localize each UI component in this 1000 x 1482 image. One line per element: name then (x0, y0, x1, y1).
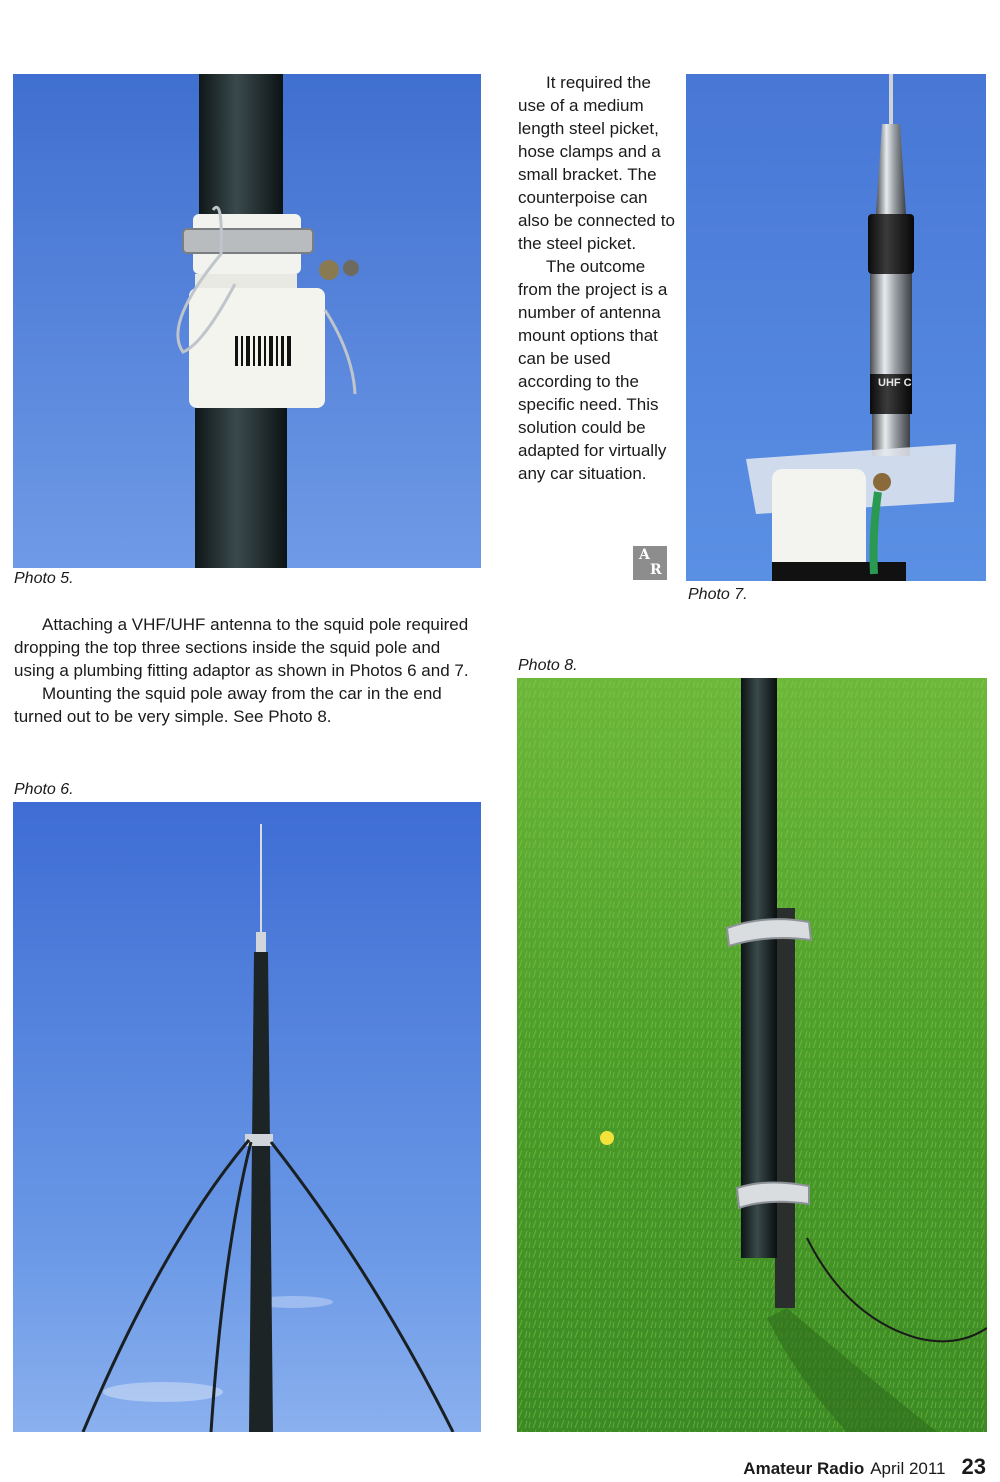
photo-8 (517, 678, 987, 1432)
ar-logo-letter-r: R (650, 562, 662, 578)
left-paragraph-1: Attaching a VHF/UHF antenna to the squid pole required dropping the top three sections inside the squid pole and using a plumbing fitting adaptor as shown in Photos 6 and 7. (14, 615, 469, 680)
footer-magazine-name: Amateur Radio (743, 1459, 865, 1478)
left-column-text (14, 613, 476, 728)
photo-6-caption: Photo 6. (14, 781, 74, 798)
photo-8-caption: Photo 8. (518, 657, 578, 674)
ar-logo-letter-a: A (639, 547, 650, 563)
footer-issue-date: April 2011 (870, 1459, 946, 1478)
photo-7-antenna-label: UHF C (878, 377, 912, 389)
right-column-text (518, 71, 676, 485)
photo-8-image (517, 678, 987, 1432)
footer-page-number: 23 (961, 1454, 986, 1479)
photo-6 (13, 802, 481, 1432)
right-paragraph-1: It required the use of a medium length steel picket, hose clamps and a small bracket. The counterpoise can also be connected to the steel picket. (518, 73, 675, 253)
photo-7-image (686, 74, 986, 581)
photo-7-caption: Photo 7. (688, 586, 748, 603)
photo-5 (13, 74, 481, 568)
ar-logo (633, 546, 667, 580)
right-paragraph-2: The outcome from the project is a number of antenna mount options that can be used according to the specific need. This solution could be adapted for virtually any car situation. (518, 257, 668, 483)
page-footer (743, 1454, 986, 1480)
photo-5-caption: Photo 5. (14, 570, 74, 587)
photo-5-image (13, 74, 481, 568)
photo-7 (686, 74, 986, 581)
left-paragraph-2: Mounting the squid pole away from the car in the end turned out to be very simple. See Photo 8. (14, 684, 442, 726)
photo-6-image (13, 802, 481, 1432)
